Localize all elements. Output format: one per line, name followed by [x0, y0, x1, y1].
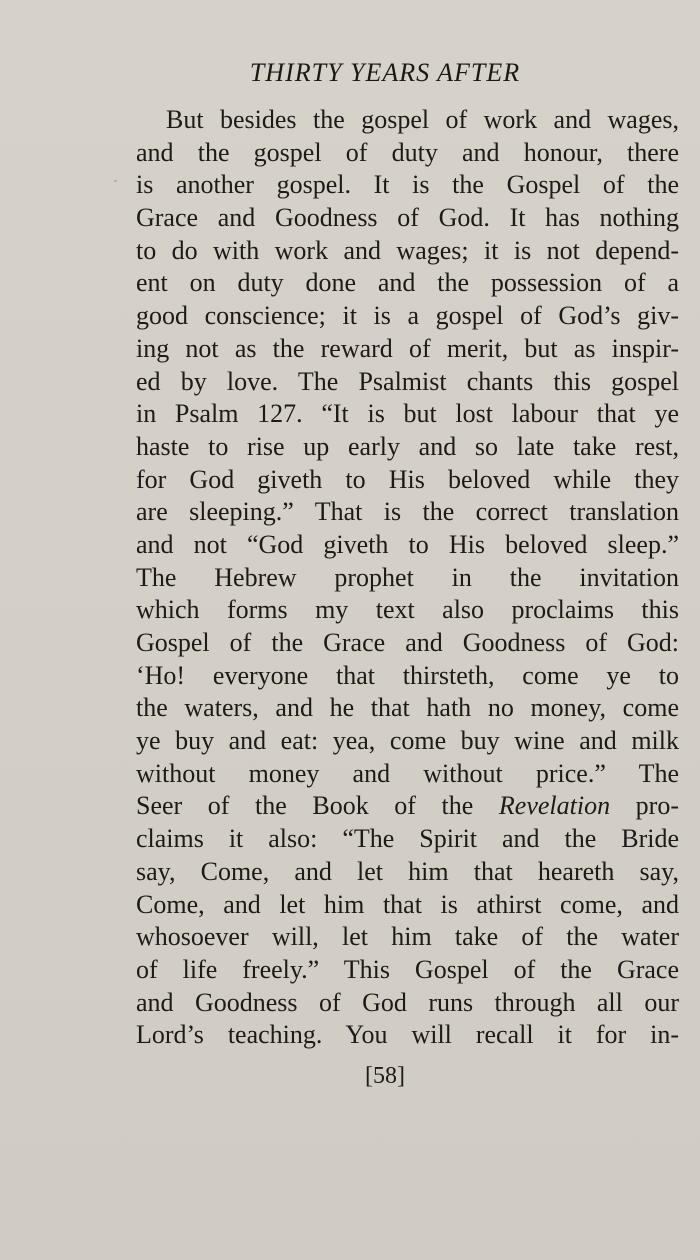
text-line: which forms my text also proclaims this [136, 595, 679, 625]
text-line: in Psalm 127. “It is but lost labour that ye [136, 399, 679, 429]
body-text [136, 104, 679, 1052]
text-line: Gospel of the Grace and Goodness of God: [136, 628, 679, 657]
text-line: without money and without price.” The [136, 758, 679, 788]
text-line: say, Come, and let him that heareth say, [136, 856, 679, 886]
text-line: is another gospel. It is the Gospel of the [136, 170, 679, 200]
text-line: whosoever will, let him take of the water [136, 922, 679, 952]
text-line: and the gospel of duty and honour, there [136, 137, 679, 167]
text-line: and Goodness of God runs through all our [136, 987, 679, 1017]
page-number: [58] [365, 1063, 405, 1089]
text-line: Lord’s teaching. You will recall it for in- [136, 1020, 679, 1050]
text-line: ent on duty done and the possession of a [136, 268, 679, 298]
text-line: and not “God giveth to His beloved sleep.” [136, 529, 679, 559]
text-line: ing not as the reward of merit, but as inspir- [136, 333, 679, 363]
text-line: to do with work and wages; it is not depend- [136, 235, 679, 265]
text-line: Grace and Goodness of God. It has nothing [136, 203, 679, 233]
text-line: ye buy and eat: yea, come buy wine and milk [136, 726, 679, 756]
text-line: are sleeping.” That is the correct translation [136, 497, 679, 527]
text-line: for God giveth to His beloved while they [136, 464, 679, 494]
page-speck [114, 180, 117, 182]
text-line: But besides the gospel of work and wages, [166, 105, 679, 134]
text-line: good conscience; it is a gospel of God’s giv- [136, 301, 679, 331]
text-line: haste to rise up early and so late take rest, [136, 431, 679, 461]
text-line: of life freely.” This Gospel of the Grace [136, 954, 679, 984]
running-head: THIRTY YEARS AFTER [249, 58, 521, 87]
book-title-italic: Revelation [498, 791, 611, 821]
text-line: ed by love. The Psalmist chants this gospel [136, 366, 679, 396]
text-line: Come, and let him that is athirst come, and [136, 889, 679, 919]
text-line: Seer of the Book of the Revelation pro- [136, 791, 679, 821]
text-line: claims it also: “The Spirit and the Bride [136, 824, 679, 854]
text-line: ‘Ho! everyone that thirsteth, come ye to [136, 660, 679, 690]
text-line: The Hebrew prophet in the invitation [136, 562, 679, 592]
text-line: the waters, and he that hath no money, come [136, 693, 679, 723]
